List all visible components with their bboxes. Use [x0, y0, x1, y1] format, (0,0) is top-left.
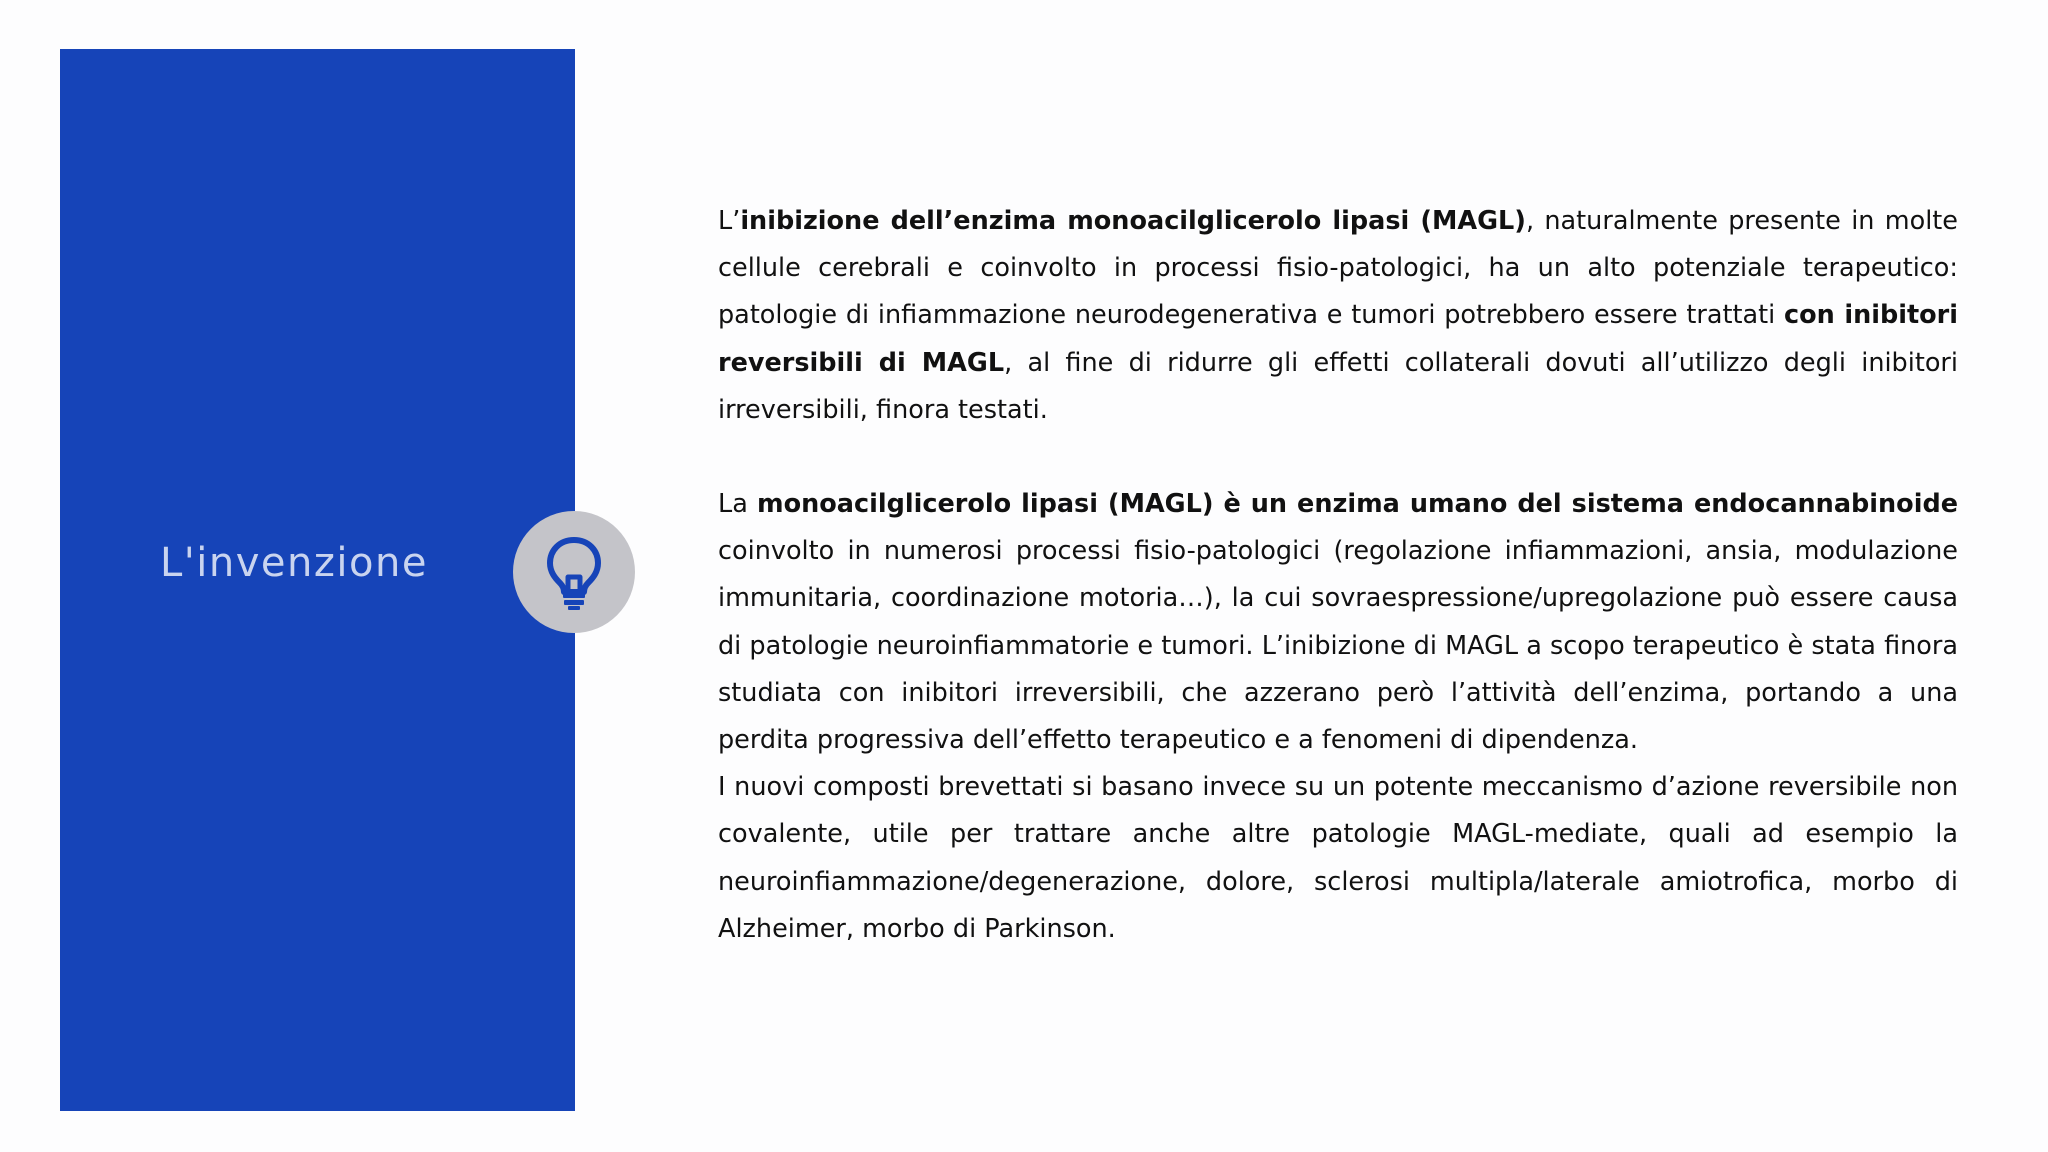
paragraph-2	[718, 481, 1958, 764]
lightbulb-icon	[544, 535, 604, 611]
text-run: I nuovi composti brevettati si basano invece su un potente meccanismo d’azione reversibile non covalente, utile per trattare anche altre patologie MAGL-mediate, quali ad esempio la neuroinfiammazione/degenerazione, dolore, sclerosi multipla/laterale amiotrofica, morbo di Alzheimer, morbo di Parkinson.	[718, 772, 1958, 944]
text-run: L’	[718, 206, 741, 236]
bold-text: con inibitori reversibili di MAGL	[718, 300, 1958, 378]
panel-title: L'invenzione	[160, 540, 428, 586]
paragraph-1	[718, 198, 1958, 434]
text-run: , al fine di ridurre gli effetti collaterali dovuti all’utilizzo degli inibitori irreversibili, finora testati.	[718, 347, 1958, 425]
bold-text: inibizione dell’enzima monoacilglicerolo lipasi (MAGL)	[740, 206, 1526, 236]
text-run: La	[718, 489, 758, 520]
text-run: , naturalmente presente in molte cellule cerebrali e coinvolto in processi fisio-patologici, ha un alto potenziale terapeutico: patologie di infiammazione neurodegenerativa e tumori potrebbero essere trattati	[718, 206, 1958, 331]
paragraph-3	[718, 764, 1958, 953]
text-run: coinvolto in numerosi processi fisio-patologici (regolazione infiammazioni, ansia, modulazione immunitaria, coordinazione motoria…), la cui sovraespressione/upregolazione può essere causa di patologie neuroinfiammatorie e tumori. L’inibizione di MAGL a scopo terapeutico è stata finora studiata con inibitori irreversibili, che azzerano però l’attività dell’enzima, portando a una perdita progressiva dell’effetto terapeutico e a fenomeni di dipendenza.	[718, 536, 1958, 756]
bold-text: monoacilglicerolo lipasi (MAGL) è un enzima umano del sistema endocannabinoide	[757, 489, 1958, 520]
body-text	[718, 198, 1958, 953]
icon-badge	[513, 511, 635, 633]
